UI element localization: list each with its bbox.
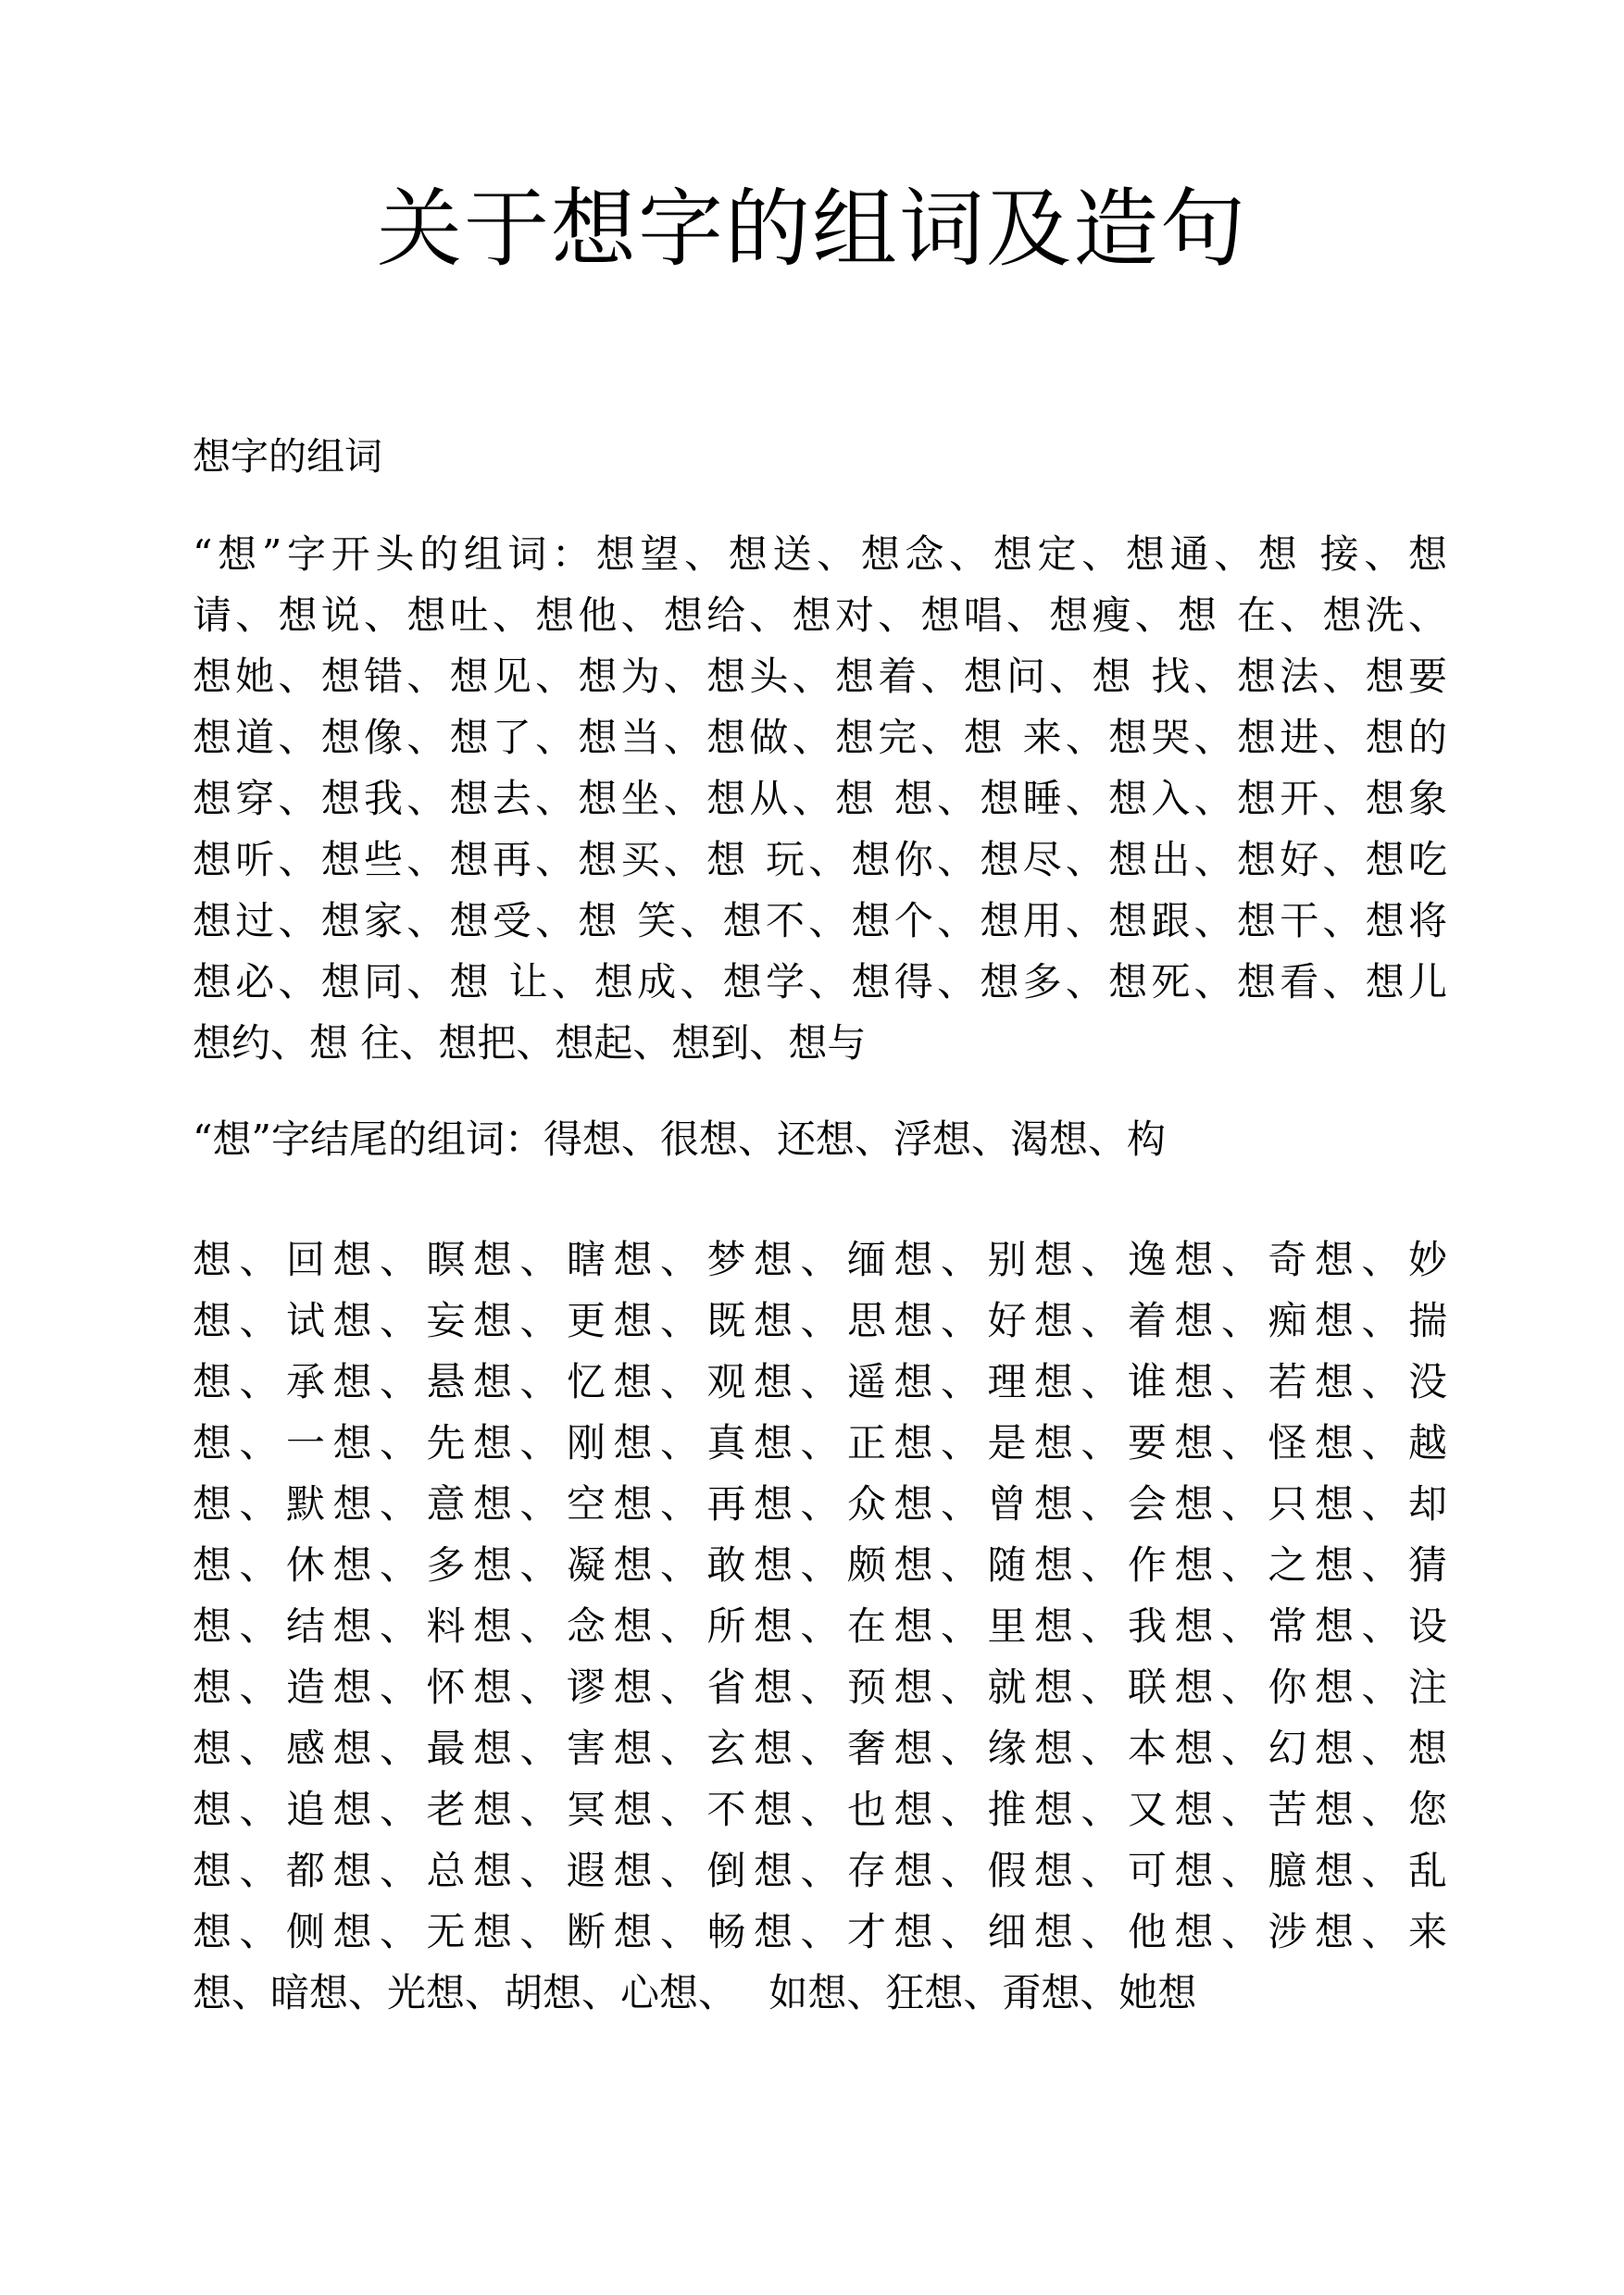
start-words-line: 想听、想些、想再、想买、想 玩、想你、想尽、想出、想好、想吃 [193, 837, 1447, 882]
page-title: 关于想字的组词及造句 [376, 180, 1247, 279]
end-words-line: 想、回想、瞑想、瞎想、梦想、缅想、别想、逸想、奇想、妙 [193, 1237, 1447, 1282]
start-words-line: 想她、想错、想见、想为、想头、想着、想问、想 找、想法、想要 [193, 654, 1447, 699]
end-words-line: 想、都想、总想、遐想、倒想、存想、假想、可想、臆想、乱 [193, 1848, 1447, 1893]
end-words-line: 想、追想、老想、冥想、不想、也想、推想、又想、苦想、您 [193, 1787, 1447, 1832]
start-words-line: 想穿、想我、想去、想坐、想从、想 想、想睡、想入、想开、想象 [193, 776, 1447, 821]
end-words-intro [193, 1109, 1447, 1170]
section-heading: 想字的组词 [193, 434, 382, 479]
end-words-line: 想、休想、多想、凝想、敢想、颇想、随想、作想、之想、猜 [193, 1542, 1447, 1588]
end-words-line: 想、试想、妄想、更想、既想、思想、好想、着想、痴想、揣 [193, 1298, 1447, 1343]
start-words-line: 想必、想同、想 让、想成、想学、想得、想多、想死、想看、想儿 [193, 959, 1447, 1004]
start-words-line: “想”字开头的组词：想望、想送、想念、想定、想通、想 接、想 [193, 531, 1447, 577]
start-words-line: 想过、想家、想受、想 笑、想不、想个、想用、想跟、想干、想将 [193, 898, 1447, 943]
start-words-line: 想道、想像、想了、想当、想做、想完、想 来、想哭、想进、想的 [193, 715, 1447, 760]
end-words-paragraph [193, 1229, 1447, 2024]
end-words-line: 想、默想、意想、空想、再想、众想、曾想、会想、只想、却 [193, 1481, 1447, 1527]
start-words-line: 想约、想 往、想把、想起、想到、想与 [193, 1020, 867, 1066]
end-words-line: 想、暗想、光想、胡想、心想、 如想、狂想、甭想、她想 [193, 1970, 1197, 2015]
end-words-intro-line: “想”字结尾的组词：得想、很想、还想、浮想、渴想、构 [193, 1116, 1166, 1162]
start-words-line: 请、想说、想吐、想他、想给、想对、想唱、想瘦、想 在、想洗、 [193, 592, 1447, 638]
end-words-line: 想、结想、料想、念想、所想、在想、里想、我想、常想、设 [193, 1603, 1447, 1649]
end-words-line: 想、承想、悬想、忆想、观想、遥想、理想、谁想、若想、没 [193, 1359, 1447, 1404]
start-words-paragraph [193, 524, 1447, 1074]
end-words-line: 想、感想、最想、害想、玄想、奢想、缘想、本想、幻想、想 [193, 1726, 1447, 1771]
end-words-line: 想、造想、怀想、谬想、省想、预想、就想、联想、你想、注 [193, 1665, 1447, 1710]
end-words-line: 想、一想、先想、刚想、真想、正想、是想、要想、怪想、越 [193, 1420, 1447, 1466]
end-words-line: 想、侧想、无想、断想、畅想、才想、细想、他想、涉想、来 [193, 1909, 1447, 1954]
